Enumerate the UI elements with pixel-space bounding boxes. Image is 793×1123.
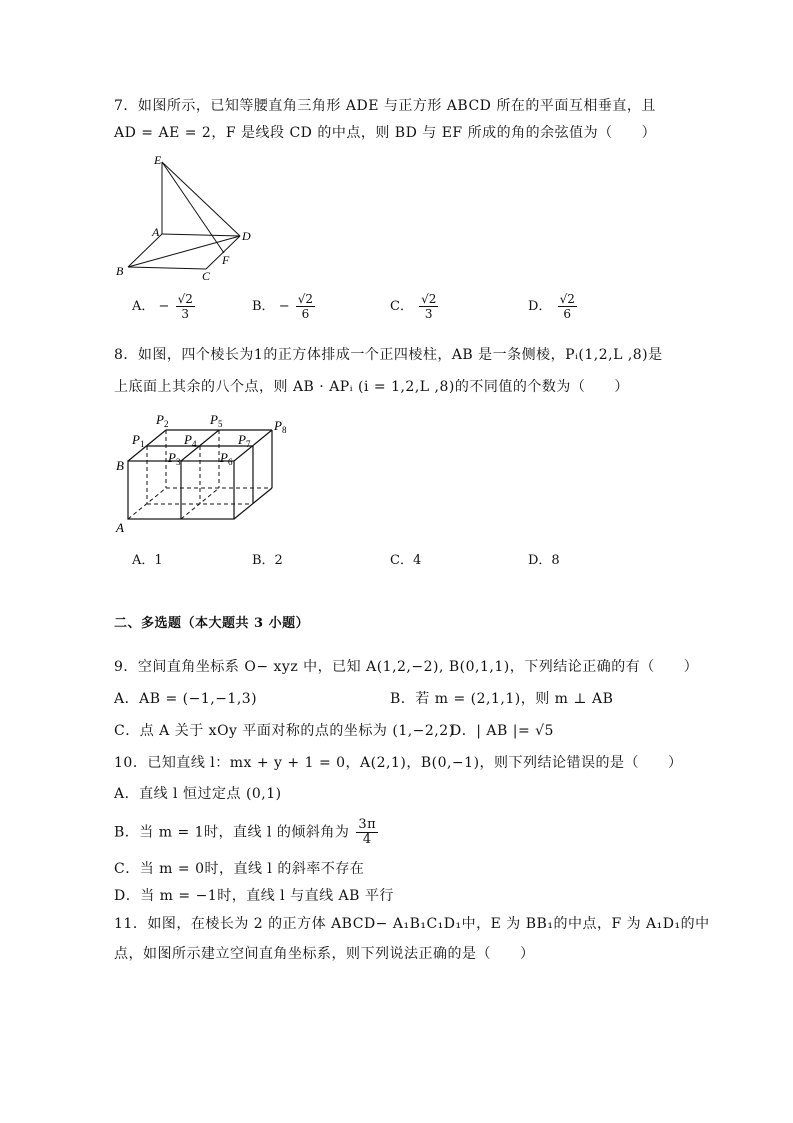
q8-line-2: 上底面上其余的八个点，则 AB · APᵢ (i = 1,2,L ,8)的不同值的个数为（ ）: [114, 379, 629, 395]
q7-option-b-sign: −: [278, 299, 290, 314]
q9-option-d[interactable]: D．| AB |= √5: [450, 723, 554, 739]
q7-option-a-sign: −: [158, 299, 170, 314]
q8-label-p3: $P_3$: [168, 450, 181, 467]
q7-option-a-fraction: $\frac{√2}{3}$: [177, 292, 193, 321]
q7-option-d[interactable]: [528, 292, 577, 321]
q7-option-a-label: A．: [132, 299, 155, 314]
q8-label-p4: $P_4$: [184, 432, 197, 449]
q7-label-a: A: [152, 225, 160, 239]
q7-option-c-fraction: $\frac{√2}{3}$: [421, 292, 437, 321]
q11-line-1: 11．如图，在棱长为 2 的正方体 ABCD− A₁B₁C₁D₁中，E 为 BB₁的中点，F 为 A₁D₁的中: [114, 916, 710, 932]
q8-option-c[interactable]: C．4: [390, 553, 422, 568]
q7-option-d-label: D．: [528, 299, 552, 314]
q8-label-p2: $P_2$: [156, 412, 169, 429]
section-heading: 二、多选题（本大题共 3 小题）: [114, 616, 310, 631]
q8-label-b: B: [116, 458, 124, 473]
q10-option-b-text: B．当 m = 1时，直线 l 的倾斜角为: [114, 824, 350, 841]
q8-prism-figure: [112, 408, 302, 534]
q7-label-e: E: [154, 153, 162, 167]
q8-option-a[interactable]: A．1: [132, 553, 163, 568]
q8-label-p5: $P_5$: [210, 412, 223, 429]
q7-option-c[interactable]: [390, 292, 438, 321]
q10-option-b[interactable]: [114, 818, 378, 847]
q8-line-1: 8．如图，四个棱长为1的正方体排成一个正四棱柱，AB 是一条侧棱，Pᵢ(1,2,L ,8)是: [114, 347, 663, 363]
q7-option-c-label: C．: [390, 299, 413, 314]
q8-option-d[interactable]: D．8: [528, 553, 560, 568]
q8-option-b[interactable]: B．2: [252, 553, 283, 568]
q9-line-1: 9．空间直角坐标系 O− xyz 中，已知 A(1,2,−2), B(0,1,1)，下列结论正确的有（ ）: [114, 659, 699, 675]
q10-line-1: 10．已知直线 l：mx + y + 1 = 0，A(2,1)，B(0,−1)，则下列结论错误的是（ ）: [114, 755, 683, 771]
q10-option-a[interactable]: A．直线 l 恒过定点 (0,1): [114, 786, 282, 802]
q11-line-2: 点，如图所示建立空间直角坐标系，则下列说法正确的是（ ）: [114, 946, 535, 962]
q7-label-b: B: [116, 264, 124, 278]
q9-option-a[interactable]: A．AB = (−1,−1,3): [114, 691, 258, 707]
q7-option-d-fraction: $\frac{√2}{6}$: [559, 292, 575, 321]
q8-label-p1: $P_1$: [132, 432, 145, 449]
q10-option-c[interactable]: C．当 m = 0时，直线 l 的斜率不存在: [114, 861, 365, 877]
q7-option-a[interactable]: [132, 292, 195, 321]
q7-label-f: F: [222, 253, 230, 267]
q7-label-d: D: [242, 229, 251, 243]
q9-option-c[interactable]: C．点 A 关于 xOy 平面对称的点的坐标为 (1,−2,2): [114, 723, 455, 739]
q9-option-b[interactable]: B．若 m = (2,1,1)，则 m ⊥ AB: [390, 691, 614, 707]
q8-label-p7: $P_7$: [238, 432, 251, 449]
q8-label-a: A: [116, 520, 124, 534]
q8-label-p6: $P_6$: [220, 450, 233, 467]
q7-label-c: C: [202, 269, 211, 282]
q10-option-d[interactable]: D．当 m = −1时，直线 l 与直线 AB 平行: [114, 888, 394, 904]
q7-option-b[interactable]: [252, 292, 315, 321]
q7-pyramid-figure: [110, 150, 270, 282]
q7-option-b-label: B．: [252, 299, 275, 314]
q8-label-p8: $P_8$: [274, 418, 287, 435]
q7-line-2: AD = AE = 2，F 是线段 CD 的中点，则 BD 与 EF 所成的角的余弦值为（ ）: [114, 125, 657, 141]
q7-line-1: 7．如图所示，已知等腰直角三角形 ADE 与正方形 ABCD 所在的平面互相垂直，且: [114, 98, 656, 114]
q10-option-b-fraction: $\frac{3\pi}{4}$: [358, 817, 377, 847]
q7-option-b-fraction: $\frac{√2}{6}$: [297, 292, 314, 321]
